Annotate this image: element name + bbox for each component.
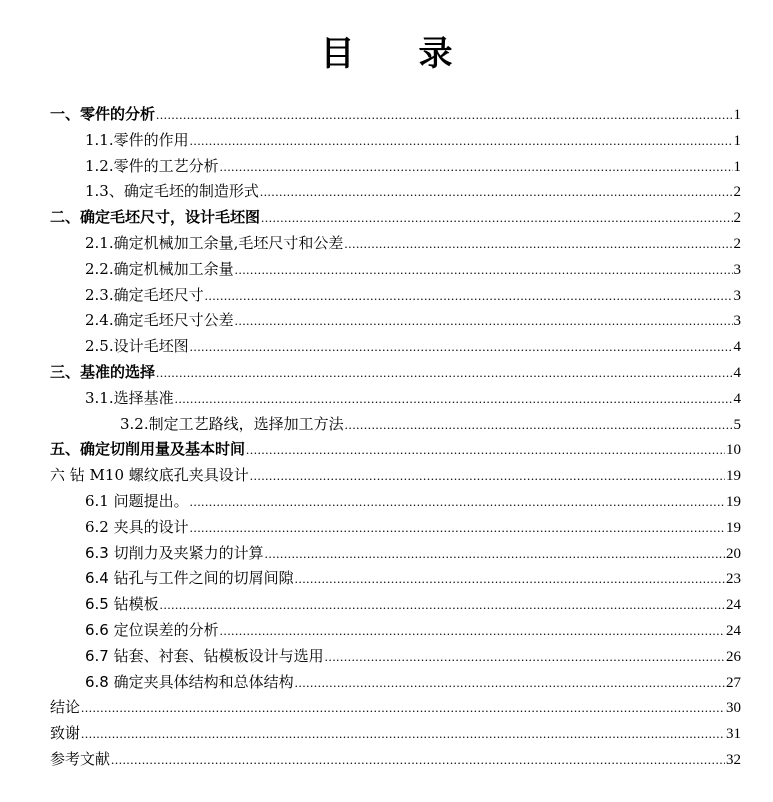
toc-entry-label: 6.2 夹具的设计 [85, 517, 189, 536]
dot-leader [295, 670, 725, 696]
toc-entry[interactable] [0, 541, 773, 567]
title-char-1: 目 [320, 34, 355, 74]
toc-entry-page: 31 [726, 726, 741, 743]
toc-entry-label: 6.8 确定夹具体结构和总体结构 [85, 672, 294, 691]
toc-entry[interactable] [0, 179, 773, 205]
toc-entry-page: 32 [726, 751, 741, 768]
toc-entry[interactable] [0, 644, 773, 670]
toc-entry[interactable] [0, 128, 773, 154]
toc-entry-label: 致谢 [50, 724, 81, 743]
toc-entry-label: 结论 [50, 698, 81, 717]
toc-entry-page: 3 [733, 313, 741, 330]
page-title [0, 32, 773, 76]
dot-leader [175, 386, 733, 412]
toc-entry[interactable] [0, 386, 773, 412]
dot-leader [246, 437, 725, 463]
toc-entry-page: 19 [726, 493, 741, 510]
toc-entry-page: 3 [733, 287, 741, 304]
toc-entry[interactable] [0, 308, 773, 334]
toc-entry[interactable] [0, 618, 773, 644]
toc-entry-label: 3.2.制定工艺路线，选择加工方法 [120, 414, 344, 433]
dot-leader [250, 463, 725, 489]
toc-entry-label: 6.3 切削力及夹紧力的计算 [85, 543, 264, 562]
dot-leader [344, 231, 732, 257]
dot-leader [265, 541, 725, 567]
toc-entry-page: 2 [733, 210, 741, 227]
dot-leader [190, 515, 725, 541]
toc-entry[interactable] [0, 721, 773, 747]
toc-entry-label: 3.1.选择基准 [85, 388, 174, 407]
toc-entry[interactable] [0, 463, 773, 489]
toc-entry-label: 1.1.零件的作用 [85, 130, 189, 149]
toc-entry-label: 五、确定切削用量及基本时间 [50, 440, 246, 459]
toc-entry-label: 6.5 钻模板 [85, 595, 159, 614]
toc-entry-label: 6.7 钻套、衬套、钻模板设计与选用 [85, 646, 324, 665]
dot-leader [235, 257, 733, 283]
dot-leader [261, 205, 732, 231]
dot-leader [111, 747, 725, 773]
toc-entry[interactable] [0, 102, 773, 128]
toc-entry[interactable] [0, 360, 773, 386]
toc-entry[interactable] [0, 257, 773, 283]
toc-entry-page: 27 [726, 674, 741, 691]
toc-entry-page: 26 [726, 648, 741, 665]
toc-entry-page: 1 [733, 158, 741, 175]
dot-leader [190, 489, 725, 515]
dot-leader [160, 592, 725, 618]
title-char-2: 录 [418, 34, 453, 74]
toc-entry[interactable] [0, 695, 773, 721]
toc-entry-label: 一、零件的分析 [50, 105, 156, 123]
toc-entry[interactable] [0, 154, 773, 180]
toc-entry-page: 4 [733, 339, 741, 356]
toc-entry-label: 二、确定毛坯尺寸，设计毛坯图 [50, 208, 261, 227]
toc-entry-label: 2.4.确定毛坯尺寸公差 [85, 311, 234, 330]
toc-entry-page: 19 [726, 519, 741, 536]
toc-entry[interactable] [0, 566, 773, 592]
toc-entry-page: 1 [733, 132, 741, 149]
dot-leader [235, 308, 733, 334]
toc-entry-label: 2.2.确定机械加工余量 [85, 259, 234, 278]
dot-leader [295, 566, 725, 592]
toc-entry-page: 2 [733, 235, 741, 252]
toc-entry-label: 参考文献 [50, 749, 111, 768]
toc-entry-page: 30 [726, 700, 741, 717]
dot-leader [260, 179, 733, 205]
toc-entry-page: 2 [733, 184, 741, 201]
dot-leader [190, 334, 733, 360]
dot-leader [190, 128, 733, 154]
toc-entry[interactable] [0, 205, 773, 231]
toc-entry-label: 6.4 钻孔与工件之间的切屑间隙 [85, 569, 294, 588]
toc-entry[interactable] [0, 412, 773, 438]
toc-entry-label: 六 钻 M10 螺纹底孔夹具设计 [50, 466, 249, 485]
toc-entry-label: 2.3.确定毛坯尺寸 [85, 285, 204, 304]
toc-entry-label: 2.1.确定机械加工余量,毛坯尺寸和公差 [85, 233, 344, 252]
dot-leader [345, 412, 733, 438]
toc-entry[interactable] [0, 283, 773, 309]
toc-entry-page: 24 [726, 622, 741, 639]
toc-entry-page: 19 [726, 468, 741, 485]
toc-entry-page: 1 [733, 107, 741, 123]
toc-entry[interactable] [0, 592, 773, 618]
toc-entry-page: 4 [733, 364, 741, 381]
toc-entry-page: 5 [733, 416, 741, 433]
dot-leader [81, 695, 725, 721]
toc-entry[interactable] [0, 334, 773, 360]
toc-entry-label: 6.6 定位误差的分析 [85, 620, 219, 639]
toc-entry[interactable] [0, 489, 773, 515]
toc-entry[interactable] [0, 747, 773, 773]
dot-leader [325, 644, 725, 670]
toc-entry-page: 10 [726, 442, 741, 459]
dot-leader [156, 102, 732, 128]
dot-leader [220, 154, 733, 180]
toc-entry-label: 三、基准的选择 [50, 362, 156, 381]
toc-entry-page: 24 [726, 597, 741, 614]
toc-entry[interactable] [0, 670, 773, 696]
toc-entry[interactable] [0, 515, 773, 541]
toc-entry-page: 4 [733, 390, 741, 407]
toc-entry-label: 6.1 问题提出。 [85, 491, 189, 510]
table-of-contents [0, 102, 773, 773]
toc-entry[interactable] [0, 231, 773, 257]
toc-entry-page: 3 [733, 261, 741, 278]
dot-leader [205, 283, 733, 309]
dot-leader [156, 360, 732, 386]
dot-leader [220, 618, 725, 644]
dot-leader [81, 721, 725, 747]
toc-entry-page: 23 [726, 571, 741, 588]
toc-entry-label: 1.2.零件的工艺分析 [85, 156, 219, 175]
toc-entry-page: 20 [726, 545, 741, 562]
toc-entry[interactable] [0, 437, 773, 463]
toc-entry-label: 1.3、确定毛坯的制造形式 [85, 182, 259, 201]
toc-entry-label: 2.5.设计毛坯图 [85, 337, 189, 356]
